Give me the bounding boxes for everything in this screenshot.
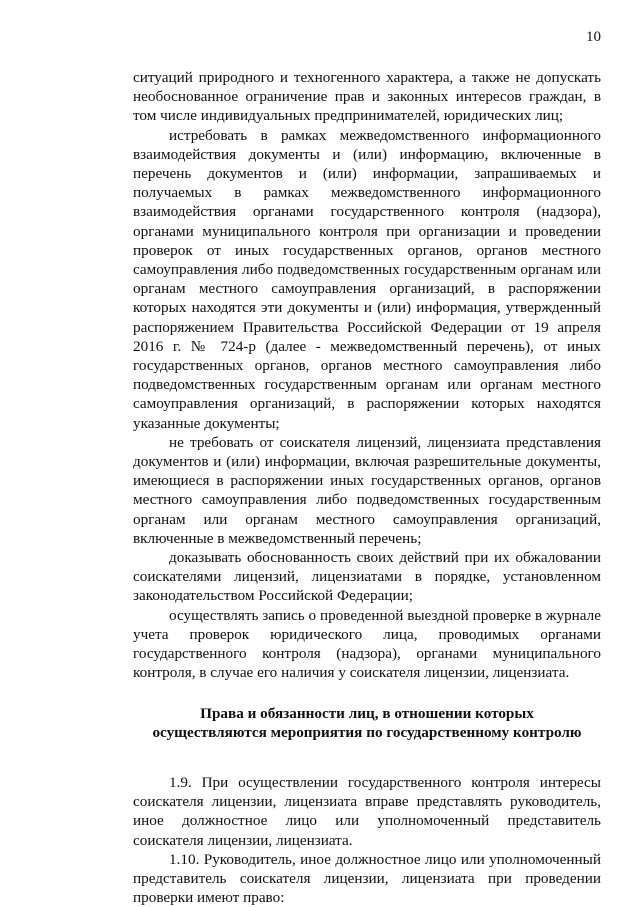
paragraph-not-require-documents: не требовать от соискателя лицензий, лицензиата представления документов и (или) информации, включая разрешительные документы, имеющиеся в распоряжении иных государственных органов, органов местного самоуправления либо подведомственных государственным органам или органам местного самоуправления организаций, включенные в межведомственный перечень; bbox=[133, 433, 601, 547]
paragraph-1-10: 1.10. Руководитель, иное должностное лицо или уполномоченный представитель соискателя лицензии, лицензиата при проведении проверки имеют право: bbox=[133, 850, 601, 907]
section-heading bbox=[133, 704, 601, 742]
paragraph-journal-record: осуществлять запись о проведенной выездной проверке в журнале учета проверок юридического лица, проводимых органами государственного контроля (надзора), органами муниципального контроля, в случае его наличия у соискателя лицензии, лицензиата. bbox=[133, 606, 601, 682]
paragraph-prove-validity: доказывать обоснованность своих действий при их обжаловании соискателями лицензий, лицензиатами в порядке, установленном законодательством Российской Федерации; bbox=[133, 549, 601, 605]
page-number: 10 bbox=[586, 29, 601, 45]
section-heading-line-2: осуществляются мероприятия по государственному контролю bbox=[152, 723, 582, 741]
section-heading-line-1: Права и обязанности лиц, в отношении которых bbox=[200, 704, 534, 722]
paragraph-1-9: 1.9. При осуществлении государственного контроля интересы соискателя лицензии, лицензиата вправе представлять руководитель, иное должностное лицо или уполномоченный представитель соискателя лицензии, лицензиата. bbox=[133, 773, 601, 849]
paragraph-request-documents: истребовать в рамках межведомственного информационного взаимодействия документы и (или) информацию, включенные в перечень документов и (или) информации, запрашиваемых и получаемых в рамках межведомственного информационного взаимодействия органами государственного контроля (надзора), органами муниципального контроля при организации и проведении проверок от иных государственных органов, органов местного самоуправления либо подведомственных государственным органам или органам местного самоуправления организаций, в распоряжении которых находятся эти документы и (или) информация, утвержденный распоряжением Правительства Российской Федерации от 19 апреля 2016 г. № 724-р (далее - межведомственный перечень), от иных государственных органов, органов местного самоуправления либо подведомственных государственным органам или органам местного самоуправления организаций, в распоряжении которых находятся указанные документы; bbox=[133, 126, 601, 432]
document-body bbox=[133, 68, 601, 907]
paragraph-continuation: ситуаций природного и техногенного характера, а также не допускать необоснованное ограничение прав и законных интересов граждан, в том числе индивидуальных предпринимателей, юридических лиц; bbox=[133, 69, 601, 125]
